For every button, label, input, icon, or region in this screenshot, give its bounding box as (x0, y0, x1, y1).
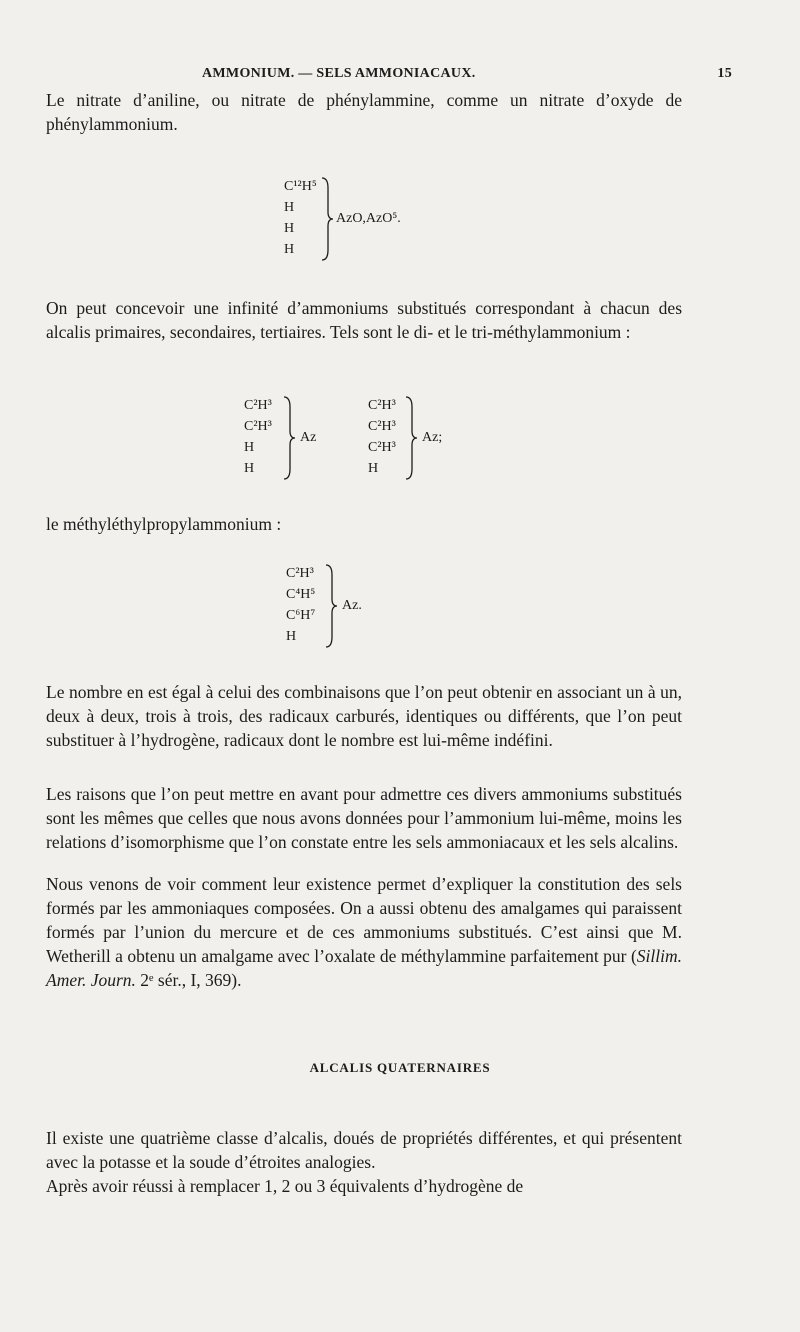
brace-icon (320, 176, 334, 262)
paragraph-amalgams (46, 872, 682, 992)
formula-row: C¹²H⁵ (284, 179, 317, 194)
formula-row: H (284, 221, 295, 236)
formula-stack (244, 395, 272, 479)
formula-row: H (286, 629, 297, 644)
paragraph-infinite-ammoniums: On peut concevoir une infinité d’ammoniums substitués correspondant à chacun des alcalis primaires, secondaires, tertiaires. Tels sont le di- et le tri-méthylammonium : (46, 298, 682, 342)
citation-tail: 2ᵉ sér., I, 369). (135, 970, 242, 990)
page-header (40, 66, 760, 88)
formula-row: H (284, 200, 295, 215)
brace-icon (404, 395, 418, 481)
formula-result: AzO,AzO⁵. (336, 211, 401, 226)
section-title: ALCALIS QUATERNAIRES (309, 1060, 491, 1075)
formula-dimethylammonium (244, 395, 344, 485)
formula-row: H (244, 461, 255, 476)
brace-icon (324, 563, 338, 649)
formula-stack (368, 395, 396, 479)
formula-row: C²H³ (368, 419, 396, 434)
formula-row: C²H³ (244, 398, 272, 413)
page-number: 15 (717, 66, 732, 81)
formula-row: C²H³ (368, 440, 396, 455)
formula-row: H (244, 440, 255, 455)
paragraph-after-replacing: Après avoir réussi à remplacer 1, 2 ou 3 équivalents d’hydrogène de (46, 1176, 524, 1196)
formula-row: C²H³ (286, 566, 314, 581)
formula-row: C²H³ (368, 398, 396, 413)
formula-row: C⁶H⁷ (286, 608, 316, 623)
running-title: AMMONIUM. — SELS AMMONIACAUX. (202, 66, 476, 81)
amalgam-text: Nous venons de voir comment leur existence permet d’expliquer la constitution des sels formés par les ammoniaques composées. On a aussi obtenu des amalgames qui paraissent formés par l’union du mercure et de ces ammoniums substitués. C’est ainsi que M. Wetherill a obtenu un amalgame avec l’oxalate de méthylammine parfaitement pur ( (46, 874, 682, 966)
formula-result: Az. (342, 598, 362, 613)
formula-stack (284, 176, 317, 260)
formula-row: C⁴H⁵ (286, 587, 316, 602)
formula-result: Az (300, 430, 317, 445)
label-methylethylpropylammonium: le méthyléthylpropylammonium : (46, 514, 282, 534)
paragraph-number-of-combinations: Le nombre en est égal à celui des combinaisons que l’on peut obtenir en associant un à un, deux à deux, trois à trois, des radicaux carburés, identiques ou différents, que l’on peut substituer à l’hydrogène, radicaux dont le nombre est lui-même indéfini. (46, 682, 682, 750)
formula-stack (286, 563, 315, 647)
paragraph-aniline-nitrate: Le nitrate d’aniline, ou nitrate de phénylammine, comme un nitrate d’oxyde de phénylammonium. (46, 90, 682, 134)
journal-citation: Sillim. Amer. Journ. (46, 946, 682, 990)
formula-row: H (284, 242, 295, 257)
formula-methylethylpropylammonium (286, 563, 396, 653)
brace-icon (282, 395, 296, 481)
formula-row: H (368, 461, 379, 476)
formula-trimethylammonium (368, 395, 478, 485)
formula-result: Az; (422, 430, 443, 445)
paragraph-fourth-class: Il existe une quatrième classe d’alcalis, doués de propriétés différentes, et qui présentent avec la potasse et la soude d’étroites analogies. (46, 1128, 682, 1172)
formula-phenylammonium-nitrate (284, 176, 484, 266)
formula-row: C²H³ (244, 419, 272, 434)
paragraph-reasons: Les raisons que l’on peut mettre en avant pour admettre ces divers ammoniums substitués sont les mêmes que celles que nous avons données pour l’ammonium lui-même, moins les relations d’isomorphisme que l’on constate entre les sels ammoniacaux et les sels alcalins. (46, 784, 682, 852)
